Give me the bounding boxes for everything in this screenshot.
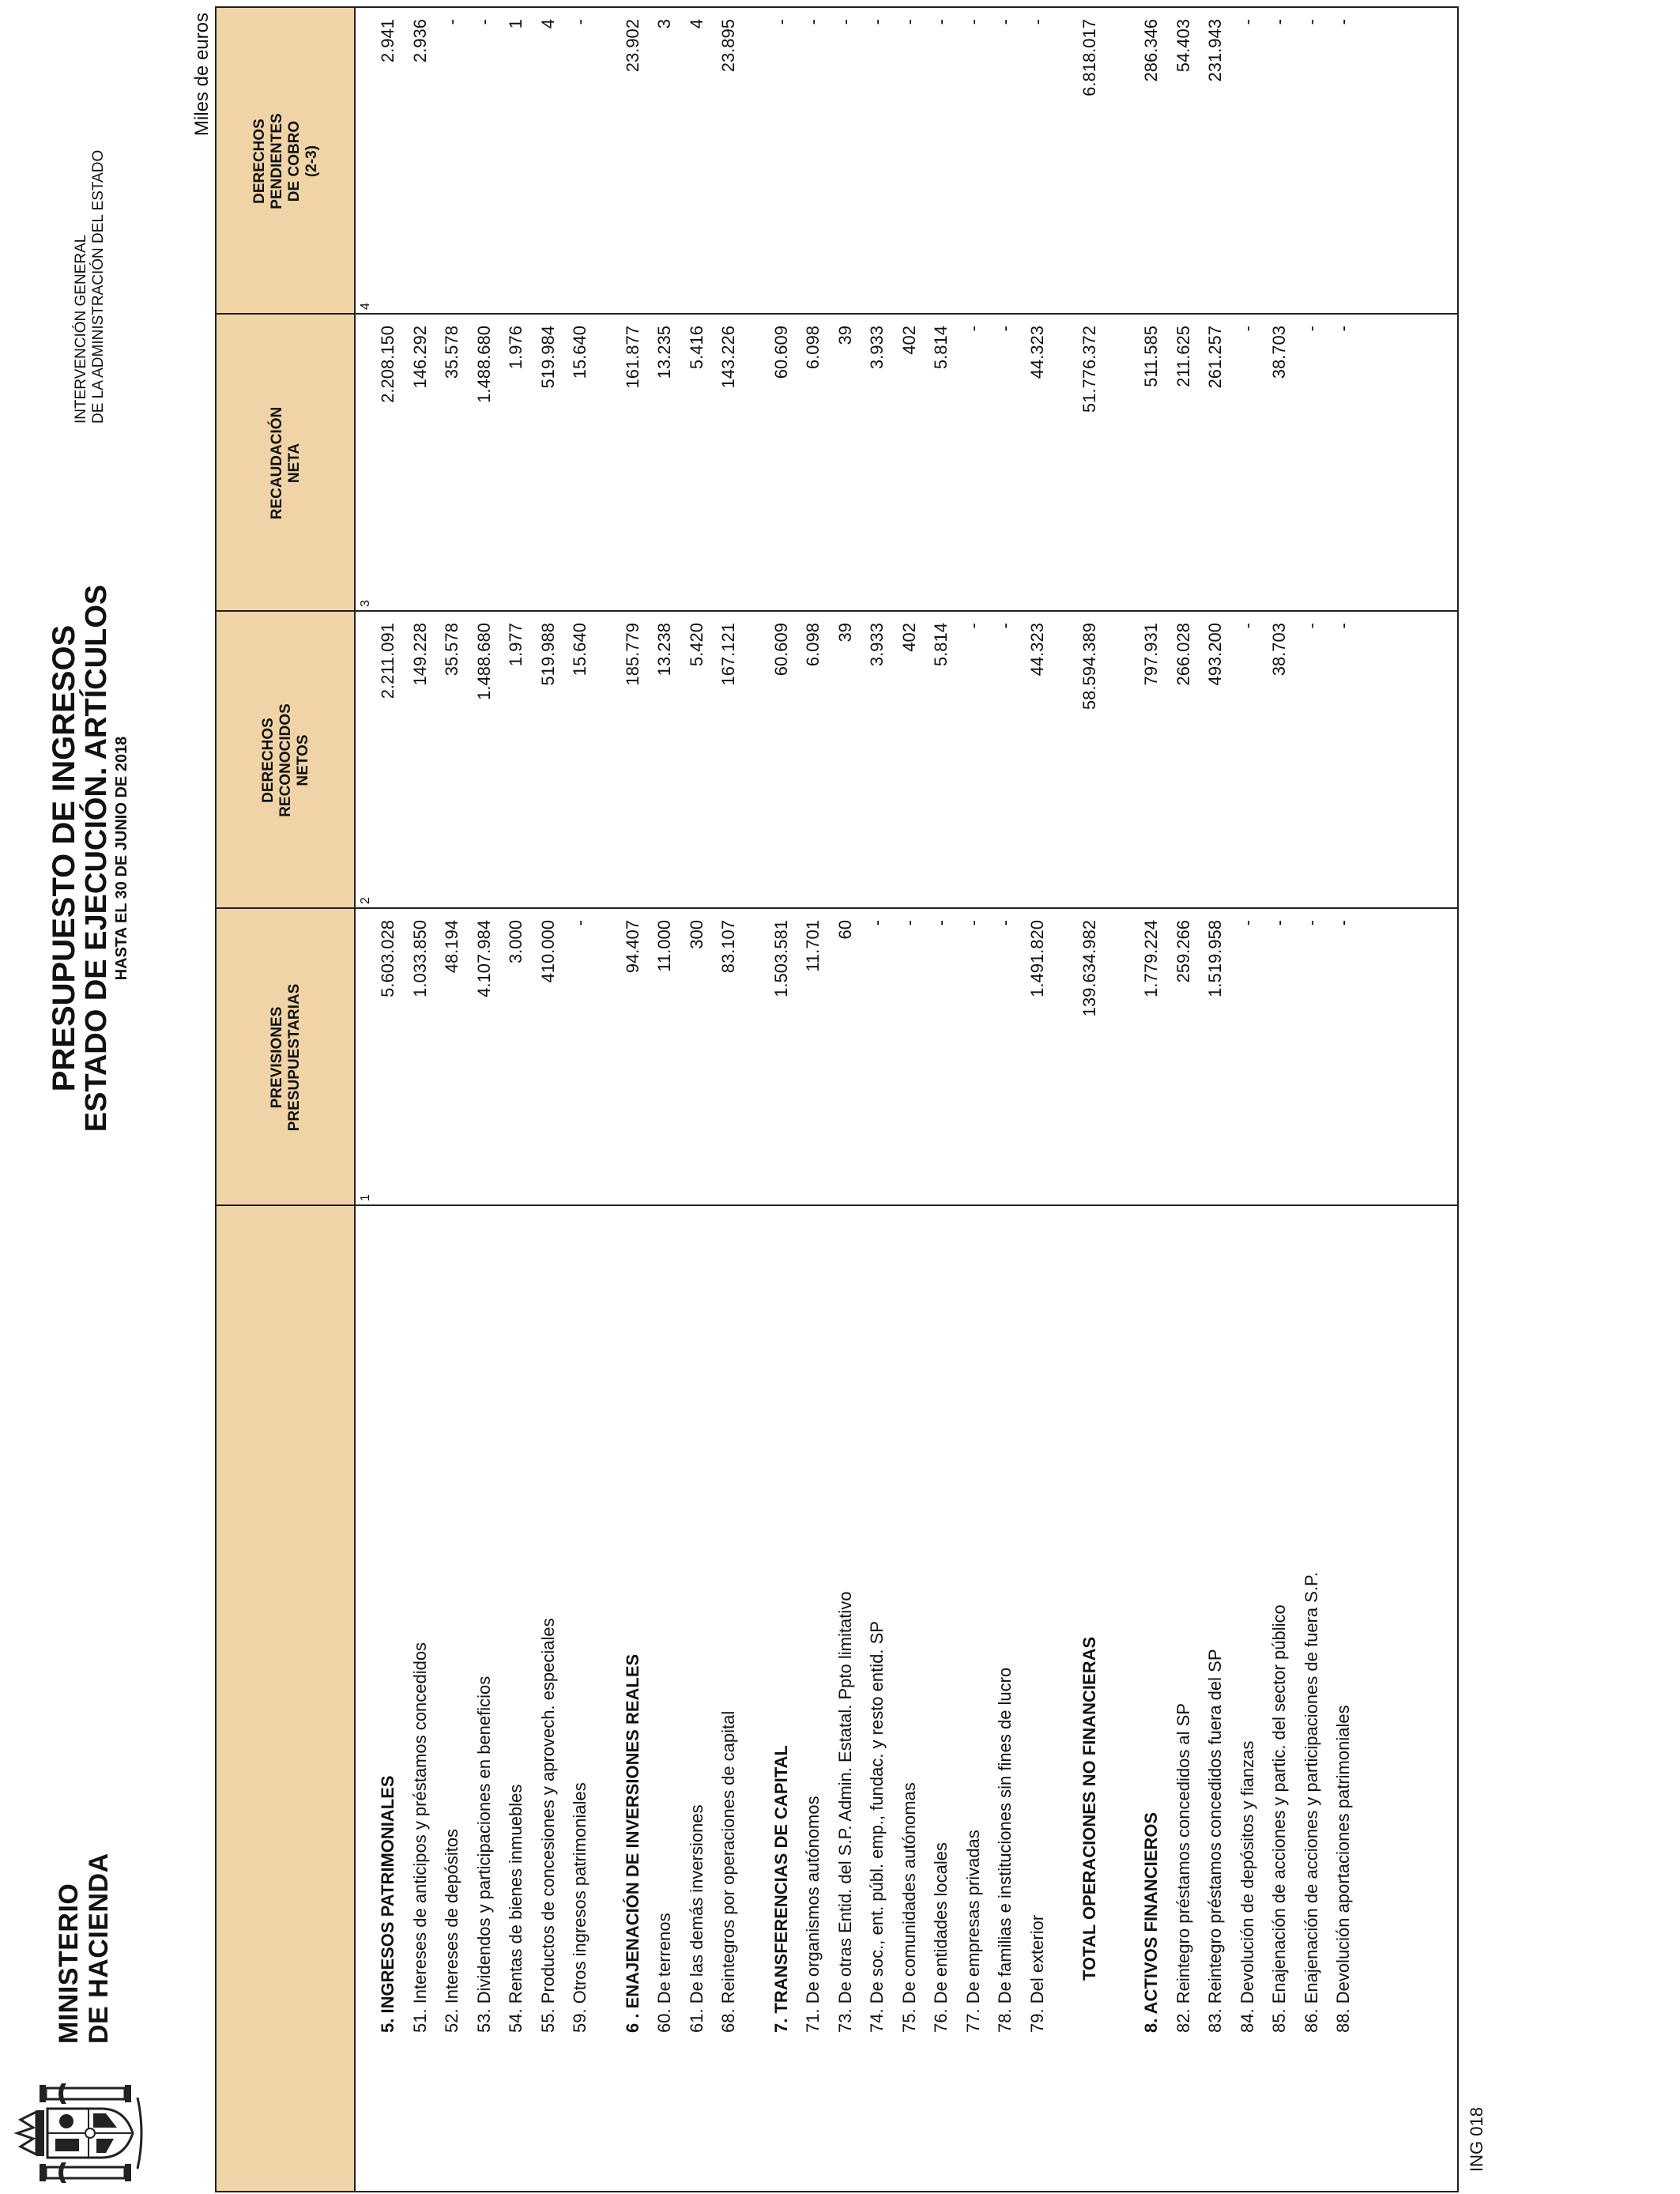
row-value-col1: -: [570, 920, 590, 926]
ministry-line-1: MINISTERIO: [54, 1883, 84, 2044]
row-value-col2: -: [995, 623, 1015, 629]
row-label: 54. Rentas de bienes inmuebles: [506, 1784, 525, 2033]
row-value-col1: 83.107: [718, 920, 738, 974]
row-value-col1: 94.407: [622, 920, 642, 974]
row-value-col4: -: [1333, 19, 1353, 25]
header-col-previsiones: [217, 909, 356, 1206]
row-value-col4: -: [473, 19, 494, 25]
row-value-col2: -: [1333, 623, 1353, 629]
report-heading: [47, 463, 131, 1253]
row-value-col1: 5.603.028: [378, 920, 397, 997]
col4-number: 4: [359, 303, 372, 310]
row-value-col2: 2.211.091: [378, 623, 397, 699]
row-value-col1: 11.701: [803, 920, 823, 972]
row-value-col2: -: [962, 623, 983, 629]
table-row: [538, 8, 570, 2191]
row-value-col4: 286.346: [1141, 19, 1161, 82]
table-row: [474, 8, 506, 2191]
table-row: [378, 8, 409, 2191]
table-row: [687, 8, 718, 2191]
row-value-col3: 402: [898, 326, 919, 355]
row-value-col2: 44.323: [1026, 623, 1047, 677]
row-value-col1: 139.634.982: [1079, 920, 1099, 1017]
table-row: [771, 8, 803, 2191]
row-value-col2: 797.931: [1141, 623, 1161, 686]
row-value-col3: 60.609: [770, 326, 791, 379]
table-row: [506, 8, 537, 2191]
row-value-col1: 1.779.224: [1141, 920, 1161, 997]
row-value-col3: 2.208.150: [378, 326, 397, 403]
row-value-col4: 54.403: [1173, 19, 1193, 73]
row-value-col1: 1.033.850: [409, 920, 430, 997]
row-value-col4: 3: [654, 19, 674, 29]
table-row: [803, 8, 834, 2191]
row-value-col3: 5.814: [931, 326, 951, 370]
row-value-col2: 266.028: [1173, 623, 1193, 686]
igae-label: [73, 150, 107, 424]
table-row: [931, 8, 962, 2191]
row-label: 60. De terrenos: [654, 1913, 674, 2033]
table-row: [1269, 8, 1301, 2191]
ministry-line-2: DE HACIENDA: [84, 1853, 114, 2044]
row-value-col4: -: [1237, 19, 1257, 25]
row-value-col4: 231.943: [1205, 19, 1225, 82]
row-value-col4: 23.902: [622, 19, 642, 73]
row-label: 84. Devolución de depósitos y fianzas: [1237, 1740, 1257, 2033]
row-value-col2: 493.200: [1205, 623, 1225, 686]
row-value-col3: 143.226: [718, 326, 738, 389]
form-code: ING 018: [1467, 2107, 1486, 2172]
row-value-col3: 1.488.680: [473, 326, 494, 403]
table-row: [1333, 8, 1365, 2191]
row-value-col1: -: [995, 920, 1015, 926]
row-value-col4: -: [962, 19, 983, 25]
row-label: 79. Del exterior: [1026, 1914, 1047, 2033]
header-col-derechos-reconocidos: [217, 612, 356, 909]
row-value-col2: 185.779: [622, 623, 642, 686]
row-value-col3: -: [1333, 326, 1353, 332]
row-value-col4: -: [898, 19, 919, 25]
col3-number: 3: [359, 600, 372, 607]
row-value-col2: 5.420: [686, 623, 706, 667]
row-value-col2: 1.977: [506, 623, 525, 667]
row-value-col2: 6.098: [803, 623, 823, 667]
table-row: [1205, 8, 1237, 2191]
row-value-col3: 6.098: [803, 326, 823, 370]
row-value-col3: 38.703: [1269, 326, 1289, 379]
table-row: [995, 8, 1026, 2191]
row-label: 85. Enajenación de acciones y partic. del sector público: [1269, 1604, 1289, 2033]
col1-label-1: PREVISIONES: [269, 1006, 285, 1109]
table-row: [1237, 8, 1269, 2191]
row-value-col1: 410.000: [537, 920, 558, 983]
row-value-col2: 167.121: [718, 623, 738, 686]
row-value-col3: 44.323: [1026, 326, 1047, 379]
row-value-col4: -: [1269, 19, 1289, 25]
row-label: 8. ACTIVOS FINANCIEROS: [1141, 1811, 1161, 2033]
row-value-col1: -: [962, 920, 983, 926]
table-row: [1141, 8, 1173, 2191]
header-col-recaudacion: [217, 315, 356, 612]
row-value-col2: 519.988: [537, 623, 558, 686]
row-value-col1: -: [1269, 920, 1289, 926]
col4-label-2: PENDIENTES: [269, 113, 285, 209]
row-value-col1: 259.266: [1173, 920, 1193, 983]
col2-label-3: NETOS: [295, 734, 311, 786]
row-label: 73. De otras Entid. del S.P. Admin. Estatal. Ppto limitativo: [834, 1591, 855, 2033]
row-label: 77. De empresas privadas: [962, 1830, 983, 2033]
row-value-col1: -: [931, 920, 951, 926]
row-value-col3: -: [1301, 326, 1321, 332]
row-label: 61. De las demás inversiones: [686, 1804, 706, 2033]
table-row: [1079, 8, 1111, 2191]
row-label: 5. INGRESOS PATRIMONIALES: [378, 1775, 397, 2033]
row-value-col3: 161.877: [622, 326, 642, 389]
row-label: 82. Reintegro préstamos concedidos al SP: [1173, 1702, 1193, 2033]
row-value-col3: 519.984: [537, 326, 558, 389]
report-subtitle: ESTADO DE EJECUCIÓN. ARTÍCULOS: [80, 584, 113, 1133]
row-value-col1: 1.503.581: [770, 920, 791, 997]
row-label: 88. Devolución aportaciones patrimoniales: [1333, 1705, 1353, 2033]
col1-number: 1: [359, 1194, 372, 1201]
row-value-col1: 48.194: [442, 920, 461, 974]
row-label: 6 . ENAJENACIÓN DE INVERSIONES REALES: [622, 1653, 642, 2033]
row-value-col2: 149.228: [409, 623, 430, 686]
row-value-col4: -: [442, 19, 461, 25]
row-value-col2: 35.578: [442, 623, 461, 677]
row-label: 51. Intereses de anticipos y préstamos concedidos: [409, 1642, 430, 2033]
coat-of-arms-logo: [14, 2082, 149, 2185]
row-label: 86. Enajenación de acciones y participaciones de fuera S.P.: [1301, 1572, 1321, 2033]
col4-label-3: DE COBRO: [286, 120, 303, 202]
row-label: 68. Reintegros por operaciones de capital: [718, 1710, 738, 2033]
row-value-col3: -: [962, 326, 983, 332]
table-row: [718, 8, 750, 2191]
row-label: 55. Productos de concesiones y aprovech. especiales: [537, 1618, 558, 2033]
row-value-col2: 5.814: [931, 623, 951, 667]
row-value-col4: -: [570, 19, 590, 25]
col1-label-2: PRESUPUESTARIAS: [286, 983, 303, 1132]
table-row: [867, 8, 898, 2191]
row-value-col2: 402: [898, 623, 919, 652]
row-value-col3: 261.257: [1205, 326, 1225, 389]
row-value-col1: 1.519.958: [1205, 920, 1225, 997]
row-value-col4: 6.818.017: [1079, 19, 1099, 96]
row-label: 52. Intereses de depósitos: [442, 1828, 461, 2033]
ministry-name: [54, 1853, 114, 2044]
table-row: [1027, 8, 1059, 2191]
row-value-col3: 51.776.372: [1079, 326, 1099, 413]
row-value-col3: -: [995, 326, 1015, 332]
header-col-pendientes: [217, 8, 356, 315]
row-label: 71. De organismos autónomos: [803, 1796, 823, 2033]
col2-label-1: DERECHOS: [260, 718, 277, 803]
row-value-col4: -: [1026, 19, 1047, 25]
igae-line-1: INTERVENCIÓN GENERAL: [73, 234, 89, 424]
row-value-col1: -: [1301, 920, 1321, 926]
col3-label-1: RECAUDACIÓN: [269, 406, 285, 520]
row-value-col1: -: [898, 920, 919, 926]
row-value-col4: 2.936: [409, 19, 430, 63]
row-value-col4: -: [834, 19, 855, 25]
row-value-col4: 1: [506, 19, 525, 29]
units-label: Miles de euros: [191, 13, 213, 137]
row-value-col3: 146.292: [409, 326, 430, 389]
row-value-col2: -: [1237, 623, 1257, 629]
row-value-col3: 13.235: [654, 326, 674, 379]
col2-label-2: RECONOCIDOS: [277, 703, 294, 817]
row-label: 74. De soc., ent. públ. emp., fundac. y resto entid. SP: [867, 1621, 887, 2033]
row-label: 75. De comunidades autónomas: [898, 1782, 919, 2033]
row-label: 76. De entidades locales: [931, 1842, 951, 2033]
report-title: PRESUPUESTO DE INGRESOS: [47, 624, 81, 1092]
report-date: HASTA EL 30 DE JUNIO DE 2018: [113, 736, 130, 981]
budget-table: [215, 6, 1459, 2192]
row-value-col2: 13.238: [654, 623, 674, 677]
row-label: 83. Reintegro préstamos concedidos fuera del SP: [1205, 1649, 1225, 2033]
spanish-coat-of-arms-icon: [14, 2082, 149, 2185]
table-row: [410, 8, 442, 2191]
table-row: [623, 8, 654, 2191]
row-value-col4: 2.941: [378, 19, 397, 63]
row-label: TOTAL OPERACIONES NO FINANCIERAS: [1079, 1636, 1099, 1981]
row-value-col1: 3.000: [506, 920, 525, 964]
row-value-col1: 60: [834, 920, 855, 940]
row-value-col4: -: [803, 19, 823, 25]
row-value-col1: -: [867, 920, 887, 926]
table-row: [1301, 8, 1333, 2191]
row-value-col4: -: [1301, 19, 1321, 25]
row-value-col3: 39: [834, 326, 855, 345]
row-value-col1: 4.107.984: [473, 920, 494, 997]
table-row: [570, 8, 601, 2191]
row-value-col1: 300: [686, 920, 706, 949]
table-row: [654, 8, 686, 2191]
row-value-col4: 23.895: [718, 19, 738, 73]
row-label: 53. Dividendos y participaciones en beneficios: [473, 1676, 494, 2033]
row-value-col1: 1.491.820: [1026, 920, 1047, 997]
row-value-col1: -: [1237, 920, 1257, 926]
row-value-col2: 38.703: [1269, 623, 1289, 677]
row-value-col2: 39: [834, 623, 855, 643]
row-value-col3: 3.933: [867, 326, 887, 370]
row-value-col4: -: [995, 19, 1015, 25]
row-value-col4: -: [867, 19, 887, 25]
table-row: [963, 8, 995, 2191]
table-row: [442, 8, 473, 2191]
row-label: 7. TRANSFERENCIAS DE CAPITAL: [770, 1745, 791, 2033]
row-value-col2: -: [1301, 623, 1321, 629]
row-value-col2: 15.640: [570, 623, 590, 677]
row-value-col3: 15.640: [570, 326, 590, 379]
row-value-col1: -: [1333, 920, 1353, 926]
row-value-col2: 58.594.389: [1079, 623, 1099, 711]
row-value-col3: 1.976: [506, 326, 525, 370]
row-value-col3: 511.585: [1141, 326, 1161, 387]
row-value-col1: 11.000: [654, 920, 674, 972]
header-description-cell: [217, 1206, 356, 2191]
row-value-col3: 35.578: [442, 326, 461, 379]
row-value-col2: 3.933: [867, 623, 887, 667]
igae-line-2: DE LA ADMINISTRACIÓN DEL ESTADO: [90, 149, 107, 424]
row-value-col3: -: [1237, 326, 1257, 332]
col3-label-2: NETA: [286, 443, 303, 484]
row-label: 59. Otros ingresos patrimoniales: [570, 1782, 590, 2033]
row-label: 78. De familias e instituciones sin fines de lucro: [995, 1667, 1015, 2033]
row-value-col3: 5.416: [686, 326, 706, 370]
table-row: [1173, 8, 1205, 2191]
row-value-col4: 4: [537, 19, 558, 29]
table-row: [835, 8, 867, 2191]
col4-label-1: DERECHOS: [251, 119, 268, 204]
col2-number: 2: [359, 897, 372, 904]
row-value-col4: -: [770, 19, 791, 25]
table-row: [899, 8, 931, 2191]
row-value-col2: 1.488.680: [473, 623, 494, 700]
row-value-col4: 4: [686, 19, 706, 29]
row-value-col3: 211.625: [1173, 326, 1193, 387]
row-value-col4: -: [931, 19, 951, 25]
col4-label-4: (2-3): [303, 145, 320, 178]
row-value-col2: 60.609: [770, 623, 791, 677]
